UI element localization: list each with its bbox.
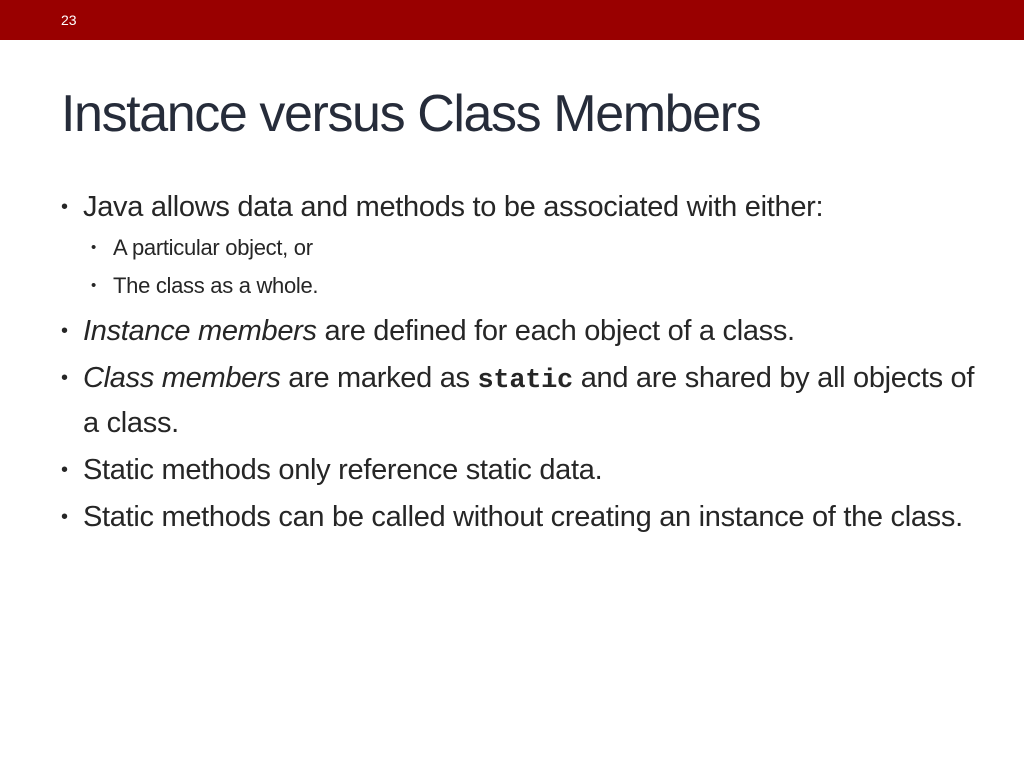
bullet-dot-icon: • — [91, 277, 96, 294]
sub-bullet-text: A particular object, or — [113, 235, 313, 260]
static-keyword: static — [477, 366, 573, 396]
class-members-term: Class members — [83, 362, 281, 394]
bullet-dot-icon: • — [91, 239, 96, 256]
bullet-text: and are shared by all objects of a class. — [83, 362, 975, 439]
bullet-text: are defined for each object of a class. — [316, 315, 795, 347]
bullet-dot-icon: • — [61, 367, 68, 389]
bullet-text: are marked as — [280, 362, 478, 394]
bullet-item — [61, 496, 981, 538]
bullet-item — [61, 186, 981, 300]
bullet-item — [61, 449, 981, 491]
slide-title: Instance versus Class Members — [61, 85, 761, 143]
bullet-item — [61, 357, 981, 444]
bullet-dot-icon: • — [61, 459, 68, 481]
bullet-dot-icon: • — [61, 506, 68, 528]
bullet-text: Static methods can be called without creating an instance of the class. — [83, 501, 963, 533]
bullet-dot-icon: • — [61, 320, 68, 342]
sub-bullet-text: The class as a whole. — [113, 273, 319, 298]
instance-members-term: Instance members — [83, 315, 317, 347]
sub-bullet-item — [91, 272, 981, 300]
bullet-text: Static methods only reference static data. — [83, 454, 603, 486]
bullet-item — [61, 310, 981, 352]
top-bar — [0, 0, 1024, 40]
sub-bullet-item — [91, 234, 981, 262]
sub-bullet-list — [61, 234, 981, 300]
bullet-text: Java allows data and methods to be associated with either: — [83, 191, 824, 223]
bullet-dot-icon: • — [61, 196, 68, 218]
bullet-list — [61, 186, 981, 543]
slide-number: 23 — [61, 12, 77, 28]
